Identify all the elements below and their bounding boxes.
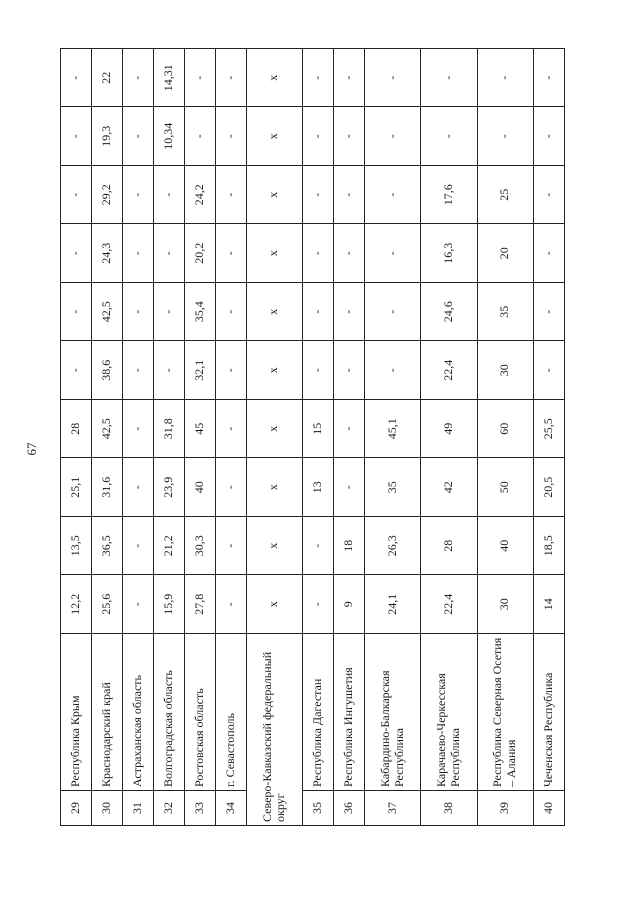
value-cell: -	[533, 341, 564, 400]
value-cell: 14	[533, 575, 564, 634]
value-cell: 25,1	[61, 458, 92, 517]
value-cell: 12,2	[61, 575, 92, 634]
value-cell: 20	[477, 224, 533, 283]
value-cell: 28	[61, 400, 92, 459]
value-cell: 42,5	[91, 400, 122, 459]
value-cell: х	[246, 575, 302, 634]
value-cell: 42,5	[91, 283, 122, 342]
row-number-cell: 31	[122, 791, 153, 826]
value-cell: 31,8	[153, 400, 184, 459]
value-cell: -	[302, 224, 333, 283]
value-cell: -	[122, 166, 153, 225]
value-cell: -	[215, 224, 246, 283]
value-cell: х	[246, 400, 302, 459]
value-cell: 49	[421, 400, 477, 459]
value-cell: 16,3	[421, 224, 477, 283]
table-row	[91, 49, 122, 826]
value-cell: х	[246, 517, 302, 576]
value-cell: 35	[364, 458, 420, 517]
value-cell: -	[333, 458, 364, 517]
value-cell: -	[61, 341, 92, 400]
value-cell: х	[246, 283, 302, 342]
value-cell: -	[184, 107, 215, 166]
row-number-cell: 30	[91, 791, 122, 826]
region-name-cell: Волгоградская область	[153, 634, 184, 791]
value-cell: -	[215, 341, 246, 400]
value-cell: -	[421, 49, 477, 108]
value-cell: х	[246, 166, 302, 225]
value-cell: 24,1	[364, 575, 420, 634]
value-cell: -	[302, 283, 333, 342]
value-cell: -	[215, 49, 246, 108]
value-cell: 60	[477, 400, 533, 459]
value-cell: 10,34	[153, 107, 184, 166]
value-cell: -	[61, 283, 92, 342]
value-cell: 20,5	[533, 458, 564, 517]
district-name-cell: Северо-Кавказский федеральный округ	[246, 634, 302, 826]
value-cell: -	[153, 224, 184, 283]
value-cell: -	[533, 107, 564, 166]
value-cell: -	[184, 49, 215, 108]
row-number-cell: 29	[61, 791, 92, 826]
regional-data-table	[60, 48, 565, 826]
row-number-cell: 38	[421, 791, 477, 826]
value-cell: 25,5	[533, 400, 564, 459]
value-cell: 24,2	[184, 166, 215, 225]
table-row	[153, 49, 184, 826]
value-cell: 30	[477, 341, 533, 400]
value-cell: 14,31	[153, 49, 184, 108]
value-cell: 9	[333, 575, 364, 634]
value-cell: -	[302, 341, 333, 400]
page-number-text: 67	[24, 442, 39, 456]
table-row	[364, 49, 420, 826]
page-number	[20, 437, 44, 461]
region-name-cell: Краснодарский край	[91, 634, 122, 791]
value-cell: -	[153, 166, 184, 225]
table-row-district	[246, 49, 302, 826]
value-cell: 27,8	[184, 575, 215, 634]
row-number-cell: 35	[302, 791, 333, 826]
value-cell: 45	[184, 400, 215, 459]
value-cell: 19,3	[91, 107, 122, 166]
row-number-cell: 32	[153, 791, 184, 826]
value-cell: -	[477, 49, 533, 108]
value-cell: -	[302, 575, 333, 634]
value-cell: 21,2	[153, 517, 184, 576]
value-cell: -	[122, 283, 153, 342]
value-cell: 22	[91, 49, 122, 108]
region-name-cell: Республика Ингушетия	[333, 634, 364, 791]
value-cell: 35	[477, 283, 533, 342]
value-cell: 42	[421, 458, 477, 517]
region-name-cell: Республика Северная Осетия – Алания	[477, 634, 533, 791]
value-cell: 25,6	[91, 575, 122, 634]
value-cell: -	[61, 166, 92, 225]
value-cell: -	[333, 49, 364, 108]
value-cell: -	[122, 400, 153, 459]
value-cell: 38,6	[91, 341, 122, 400]
value-cell: 30,3	[184, 517, 215, 576]
table-body	[61, 49, 565, 826]
value-cell: 15,9	[153, 575, 184, 634]
value-cell: -	[333, 400, 364, 459]
value-cell: -	[153, 341, 184, 400]
table-row	[421, 49, 477, 826]
value-cell: 45,1	[364, 400, 420, 459]
value-cell: -	[122, 575, 153, 634]
value-cell: х	[246, 341, 302, 400]
region-name-cell: г. Севастополь	[215, 634, 246, 791]
value-cell: -	[364, 283, 420, 342]
row-number-cell: 34	[215, 791, 246, 826]
value-cell: х	[246, 224, 302, 283]
value-cell: -	[302, 166, 333, 225]
value-cell: 25	[477, 166, 533, 225]
region-name-cell: Карачаево-Черкесская Республика	[421, 634, 477, 791]
value-cell: 18	[333, 517, 364, 576]
value-cell: 24,6	[421, 283, 477, 342]
row-number-cell: 36	[333, 791, 364, 826]
value-cell: 29,2	[91, 166, 122, 225]
row-number-cell: 33	[184, 791, 215, 826]
row-number-cell: 40	[533, 791, 564, 826]
value-cell: -	[122, 224, 153, 283]
value-cell: 26,3	[364, 517, 420, 576]
value-cell: 22,4	[421, 575, 477, 634]
value-cell: -	[333, 341, 364, 400]
value-cell: 50	[477, 458, 533, 517]
value-cell: 31,6	[91, 458, 122, 517]
table-row	[477, 49, 533, 826]
value-cell: -	[153, 283, 184, 342]
value-cell: 40	[184, 458, 215, 517]
table-row	[122, 49, 153, 826]
value-cell: -	[364, 166, 420, 225]
table-row	[215, 49, 246, 826]
value-cell: -	[364, 341, 420, 400]
row-number-cell: 39	[477, 791, 533, 826]
value-cell: -	[533, 166, 564, 225]
value-cell: -	[333, 224, 364, 283]
value-cell: -	[215, 517, 246, 576]
value-cell: -	[302, 49, 333, 108]
value-cell: -	[215, 166, 246, 225]
region-name-cell: Республика Дагестан	[302, 634, 333, 791]
value-cell: 24,3	[91, 224, 122, 283]
value-cell: -	[302, 107, 333, 166]
value-cell: 22,4	[421, 341, 477, 400]
value-cell: -	[122, 107, 153, 166]
region-name-cell: Чеченская Республика	[533, 634, 564, 791]
rotated-table-container	[60, 48, 565, 826]
value-cell: -	[215, 400, 246, 459]
value-cell: -	[333, 283, 364, 342]
value-cell: -	[61, 49, 92, 108]
value-cell: 13	[302, 458, 333, 517]
value-cell: -	[364, 224, 420, 283]
value-cell: -	[61, 224, 92, 283]
value-cell: х	[246, 458, 302, 517]
value-cell: -	[122, 517, 153, 576]
value-cell: 18,5	[533, 517, 564, 576]
region-name-cell: Республика Крым	[61, 634, 92, 791]
region-name-cell: Астраханская область	[122, 634, 153, 791]
table-row	[333, 49, 364, 826]
region-name-cell: Ростовская область	[184, 634, 215, 791]
value-cell: -	[302, 517, 333, 576]
row-number-cell: 37	[364, 791, 420, 826]
value-cell: -	[122, 49, 153, 108]
value-cell: -	[364, 49, 420, 108]
value-cell: -	[533, 283, 564, 342]
table-row	[302, 49, 333, 826]
value-cell: 40	[477, 517, 533, 576]
table-row	[61, 49, 92, 826]
value-cell: -	[215, 107, 246, 166]
value-cell: -	[61, 107, 92, 166]
value-cell: 36,5	[91, 517, 122, 576]
table-rotation-frame	[60, 48, 565, 826]
value-cell: -	[215, 458, 246, 517]
value-cell: -	[215, 575, 246, 634]
value-cell: -	[122, 458, 153, 517]
value-cell: -	[533, 224, 564, 283]
table-row	[533, 49, 564, 826]
value-cell: 17,6	[421, 166, 477, 225]
value-cell: 15	[302, 400, 333, 459]
value-cell: -	[533, 49, 564, 108]
value-cell: -	[364, 107, 420, 166]
value-cell: х	[246, 107, 302, 166]
value-cell: 28	[421, 517, 477, 576]
value-cell: 20,2	[184, 224, 215, 283]
table-row	[184, 49, 215, 826]
value-cell: 30	[477, 575, 533, 634]
value-cell: 35,4	[184, 283, 215, 342]
value-cell: 13,5	[61, 517, 92, 576]
value-cell: 32,1	[184, 341, 215, 400]
value-cell: -	[333, 107, 364, 166]
value-cell: -	[421, 107, 477, 166]
value-cell: -	[215, 283, 246, 342]
value-cell: 23,9	[153, 458, 184, 517]
value-cell: -	[477, 107, 533, 166]
value-cell: -	[122, 341, 153, 400]
value-cell: х	[246, 49, 302, 108]
region-name-cell: Кабардино-Балкарская Республика	[364, 634, 420, 791]
value-cell: -	[333, 166, 364, 225]
